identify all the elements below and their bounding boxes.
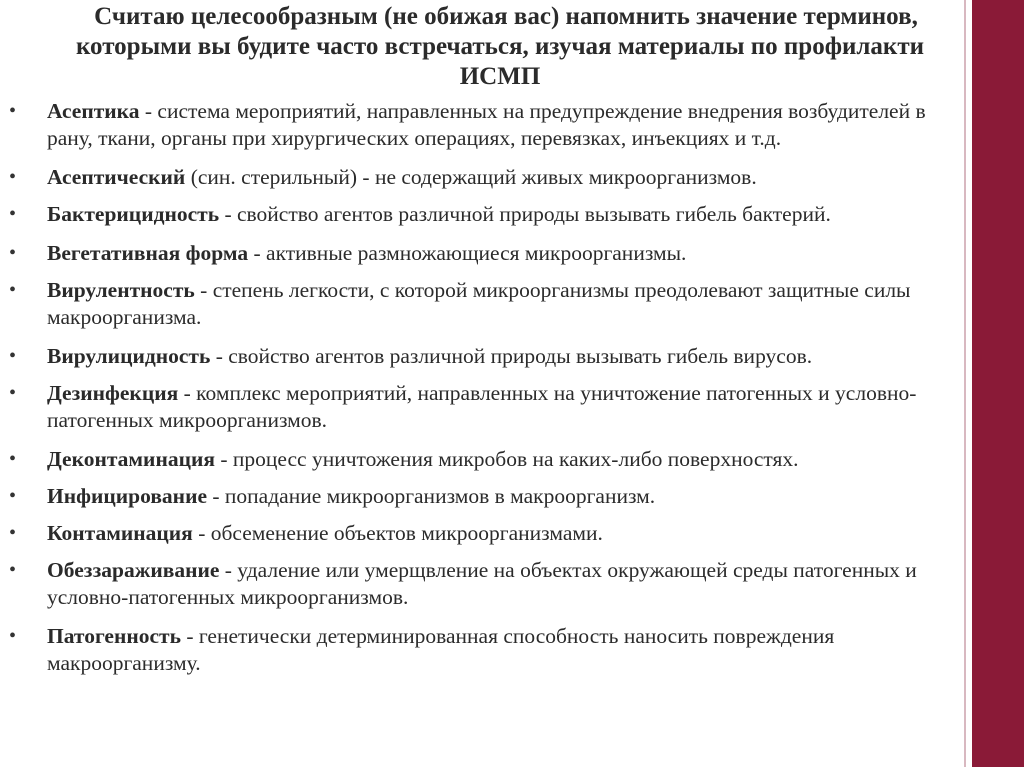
- bullet-icon: •: [9, 522, 17, 544]
- term-definition: - активные размножающиеся микроорганизмы.: [248, 241, 687, 265]
- term-name: Асептический: [47, 165, 186, 189]
- term-definition: - удаление или умерщвление на объектах окружающей среды патогенных и условно-патогенных микроорганизмов.: [47, 558, 917, 609]
- term-definition: - комплекс мероприятий, направленных на уничтожение патогенных и условно-патогенных микроорганизмов.: [47, 381, 917, 432]
- term-item-infection: [0, 483, 975, 510]
- term-definition: - свойство агентов различной природы вызывать гибель бактерий.: [219, 202, 831, 226]
- term-definition: - процесс уничтожения микробов на каких-либо поверхностях.: [215, 447, 799, 471]
- bullet-icon: •: [9, 382, 17, 404]
- term-item-bactericidity: [0, 201, 975, 228]
- term-definition: - система мероприятий, направленных на предупреждение внедрения возбудителей в рану, ткани, органы при хирургических операциях, перевязках, инъекциях и т.д.: [47, 99, 926, 150]
- bullet-icon: •: [9, 559, 17, 581]
- bullet-icon: •: [9, 625, 17, 647]
- term-name: Вегетативная форма: [47, 241, 249, 265]
- term-name: Деконтаминация: [47, 447, 215, 471]
- term-definition: - степень легкости, с которой микроорганизмы преодолевают защитные силы макроорганизма.: [47, 278, 911, 329]
- term-item-contamination: [0, 520, 975, 547]
- term-name: Патогенность: [47, 624, 181, 648]
- term-definition: - попадание микроорганизмов в макроорганизм.: [207, 484, 656, 508]
- term-name: Контаминация: [47, 521, 193, 545]
- term-item-disinfestation: [0, 557, 975, 611]
- bullet-icon: •: [9, 279, 17, 301]
- term-definition: - обсеменение объектов микроорганизмами.: [192, 521, 603, 545]
- term-name: Асептика: [47, 99, 140, 123]
- term-item-disinfection: [0, 380, 975, 434]
- title-line-1: Считаю целесообразным (не обижая вас) напомнить значение терминов,: [94, 3, 918, 30]
- term-item-pathogenicity: [0, 623, 975, 677]
- bullet-icon: •: [9, 448, 17, 470]
- term-definition: - генетически детерминированная способность наносить повреждения макроорганизму.: [47, 624, 835, 675]
- title-line-2: которыми вы будите часто встречаться, изучая материалы по профилакти: [75, 33, 925, 60]
- term-item-virulence: [0, 277, 975, 331]
- term-name: Бактерицидность: [47, 202, 220, 226]
- bullet-icon: •: [9, 100, 17, 122]
- bullet-icon: •: [9, 345, 17, 367]
- term-name: Обеззараживание: [47, 558, 220, 582]
- slide-title: [0, 2, 1000, 92]
- side-accent-bar: [972, 0, 1024, 767]
- term-item-asepsis: [0, 98, 975, 152]
- term-name: Инфицирование: [47, 484, 208, 508]
- bullet-icon: •: [9, 242, 17, 264]
- term-name: Вирулентность: [47, 278, 195, 302]
- term-definition: (син. стерильный) - не содержащий живых микроорганизмов.: [185, 165, 757, 189]
- title-line-3: ИСМП: [459, 63, 541, 90]
- term-item-aseptic: [0, 164, 975, 191]
- term-item-virucidity: [0, 343, 975, 370]
- term-name: Дезинфекция: [47, 381, 179, 405]
- bullet-icon: •: [9, 485, 17, 507]
- term-item-decontamination: [0, 446, 975, 473]
- bullet-icon: •: [9, 166, 17, 188]
- term-definition: - свойство агентов различной природы вызывать гибель вирусов.: [210, 344, 813, 368]
- terms-list: [0, 98, 975, 689]
- term-item-vegetative-form: [0, 240, 975, 267]
- term-name: Вирулицидность: [47, 344, 211, 368]
- bullet-icon: •: [9, 203, 17, 225]
